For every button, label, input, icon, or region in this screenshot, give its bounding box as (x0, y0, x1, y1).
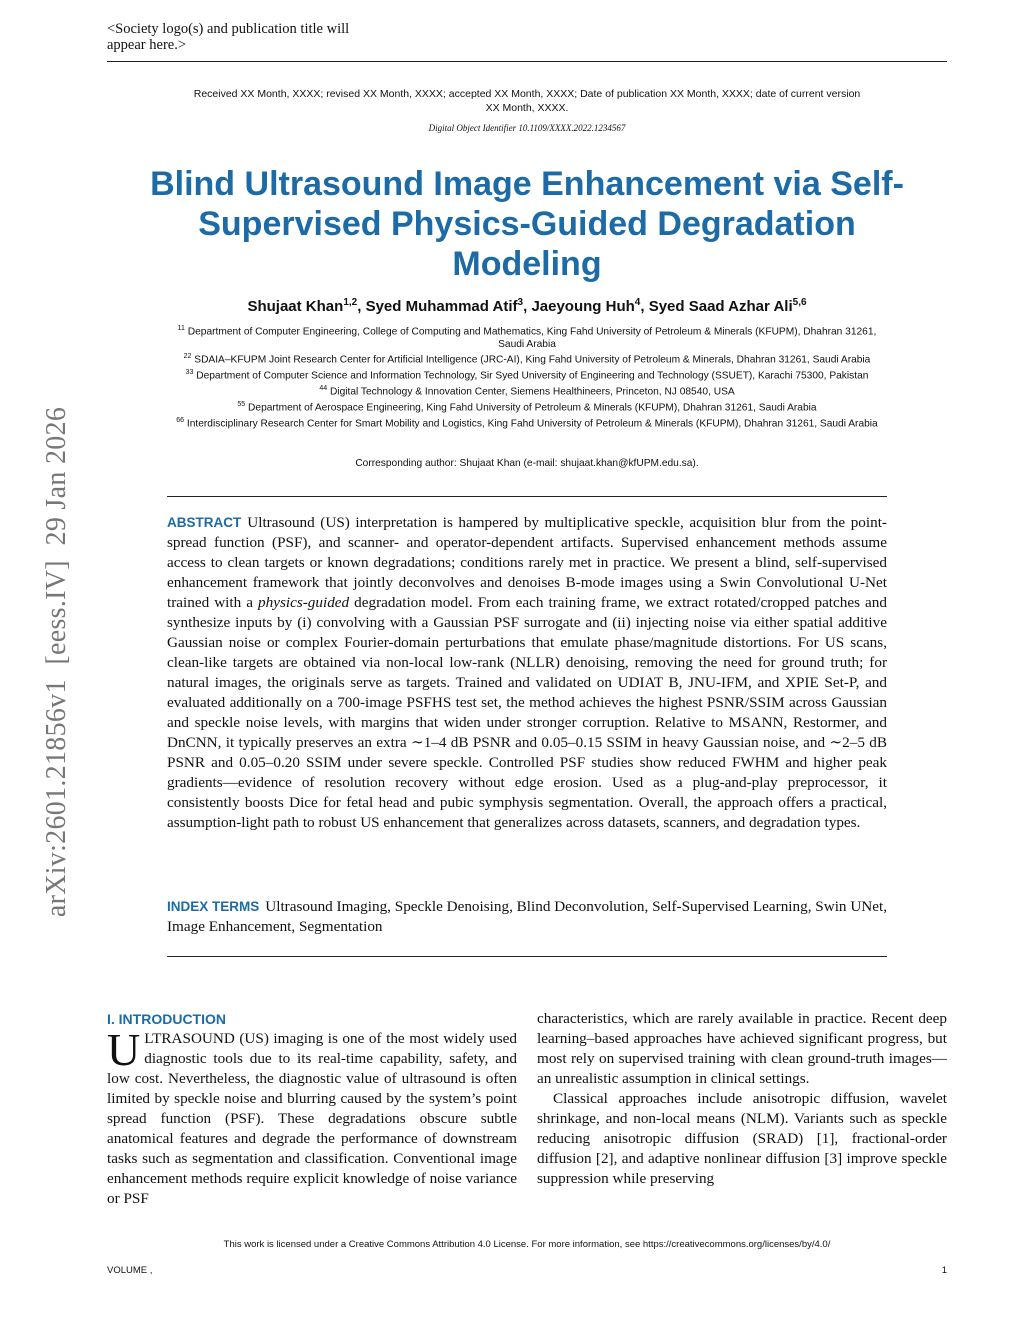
left-column (107, 1024, 517, 1209)
received-dates: Received XX Month, XXXX; revised XX Month, XXXX; accepted XX Month, XXXX; Date of publication XX Month, XXXX; date of current version XX Month, XXXX. (193, 88, 861, 114)
abstract: ABSTRACT Ultrasound (US) interpretation is hampered by multiplicative speckle, acquisition blur from the point-spread function (PSF), and scanner- and operator-dependent artifacts. Supervised enhancement methods assume access to clean targets or known degradations; conditions rarely met in practice. We present a blind, self-supervised enhancement framework that jointly deconvolves and denoises B-mode images using a Swin Convolutional U-Net trained with a physics-guided degradation model. From each training frame, we extract rotated/cropped patches and synthesize inputs by (i) convolving with a Gaussian PSF surrogate and (ii) injecting noise via either spatial additive Gaussian noise or complex Fourier-domain perturbations that emulate phase/magnitude distortions. For US scans, clean-like targets are obtained via non-local low-rank (NLLR) denoising, removing the need for ground truth; for natural images, the originals serve as targets. Trained and validated on UDIAT B, JNU-IFM, and XPIE Set-P, and evaluated additionally on a 700-image PSFHS test set, the method achieves the highest PSNR/SSIM across Gaussian and speckle noise levels, with margins that widen under stronger corruption. Relative to MSANN, Restormer, and DnCNN, it typically preserves an extra ∼1–4 dB PSNR and 0.05–0.15 SSIM in heavy Gaussian noise, and ∼2–5 dB PSNR and 0.05–0.20 SSIM under severe speckle. Controlled PSF studies show reduced FWHM and higher peak gradients—evidence of resolution recovery without edge erosion. Used as a plug-and-play preprocessor, it consistently boosts Dice for fetal head and pubic symphysis segmentation. Overall, the approach offers a practical, assumption-light path to robust US enhancement that generalizes across datasets, scanners, and degradation types. (167, 514, 887, 831)
author: Jaeyoung Huh$^4$, (531, 297, 649, 315)
intro-paragraph: ULTRASOUND (US) imaging is one of the most widely used diagnostic tools due to its real-time capability, safety, and low cost. Nevertheless, the diagnostic value of ultrasound is often limited by speckle noise and blurring caused by the system’s point spread function (PSF). These degradations obscure subtle anatomical features and degrade the performance of downstream tasks such as segmentation and classification. Conventional image enhancement methods require explicit knowledge of noise variance or PSF (107, 1024, 517, 1207)
right-column (537, 1009, 947, 1189)
affiliations (175, 323, 879, 431)
affiliation: $^{11}$ Department of Computer Engineering, College of Computing and Mathematics, King Fahd University of Petroleum & Minerals (KFUPM), Dhahran 31261, Saudi Arabia (177, 325, 877, 350)
author: Syed Saad Azhar Ali$^{5,6}$ (648, 297, 807, 315)
affiliation: $^{66}$ Interdisciplinary Research Center for Smart Mobility and Logistics, King Fahd University of Petroleum & Minerals (KFUPM), Dhahran 31261, Saudi Arabia (176, 416, 878, 430)
index-terms: INDEX TERMS Ultrasound Imaging, Speckle Denoising, Blind Deconvolution, Self-Supervised Learning, Swin UNet, Image Enhancement, Segmentation (167, 898, 888, 935)
volume-label: VOLUME , (107, 1265, 153, 1276)
affiliation: $^{33}$ Department of Computer Science and Information Technology, Sir Syed University of Engineering and Technology (SSUET), Karachi 75300, Pakistan (185, 369, 869, 382)
arxiv-identifier: arXiv:2601.21856v1 [eess.IV] 29 Jan 2026 (41, 406, 72, 918)
affiliation: $^{22}$ SDAIA–KFUPM Joint Research Center for Artificial Intelligence (JRC-AI), King Fahd University of Petroleum & Minerals, Dhahran 31261, Saudi Arabia (183, 353, 871, 366)
abstract-top-rule (167, 496, 887, 497)
affiliation: $^{55}$ Department of Aerospace Engineering, King Fahd University of Petroleum & Minerals (KFUPM), Dhahran 31261, Saudi Arabia (237, 401, 817, 414)
society-placeholder: <Society logo(s) and publication title will appear here.> (107, 21, 350, 53)
doi-line: Digital Object Identifier 10.1109/XXXX.2022.1234567 (428, 123, 626, 133)
author: Syed Muhammad Atif$^3$, (365, 297, 532, 315)
paper-title: Blind Ultrasound Image Enhancement via Self-Supervised Physics-Guided Degradation Modeling (150, 165, 904, 283)
abstract-bottom-rule (167, 956, 887, 957)
drop-cap: U (107, 1024, 141, 1075)
intro-paragraph: Classical approaches include anisotropic diffusion, wavelet shrinkage, and non-local means (NLM). Variants such as speckle reducing anisotropic diffusion (SRAD) [1], fractional-order diffusion [2], and adaptive nonlinear diffusion [3] improve speckle suppression while preserving (537, 1090, 947, 1187)
author-list (150, 297, 904, 315)
section-heading: I. INTRODUCTION (107, 1011, 226, 1027)
abstract-label: ABSTRACT (167, 515, 242, 530)
intro-paragraph: characteristics, which are rarely available in practice. Recent deep learning–based approaches have achieved significant progress, but most rely on supervised training with clean ground-truth images—an unrealistic assumption in clinical settings. (537, 1010, 947, 1087)
header-rule (107, 61, 947, 62)
corresponding-author: Corresponding author: Shujaat Khan (e-mail: shujaat.khan@kfUPM.edu.sa). (355, 458, 699, 469)
affiliation: $^{44}$ Digital Technology & Innovation Center, Siemens Healthineers, Princeton, NJ 08540, USA (319, 385, 735, 398)
page-number: 1 (941, 1265, 947, 1276)
license-notice: This work is licensed under a Creative Commons Attribution 4.0 License. For more information, see https://creativecommons.org/licenses/by/4.0/ (223, 1239, 831, 1250)
index-terms-label: INDEX TERMS (167, 899, 260, 914)
author: Shujaat Khan$^{1,2}$, (247, 297, 366, 315)
